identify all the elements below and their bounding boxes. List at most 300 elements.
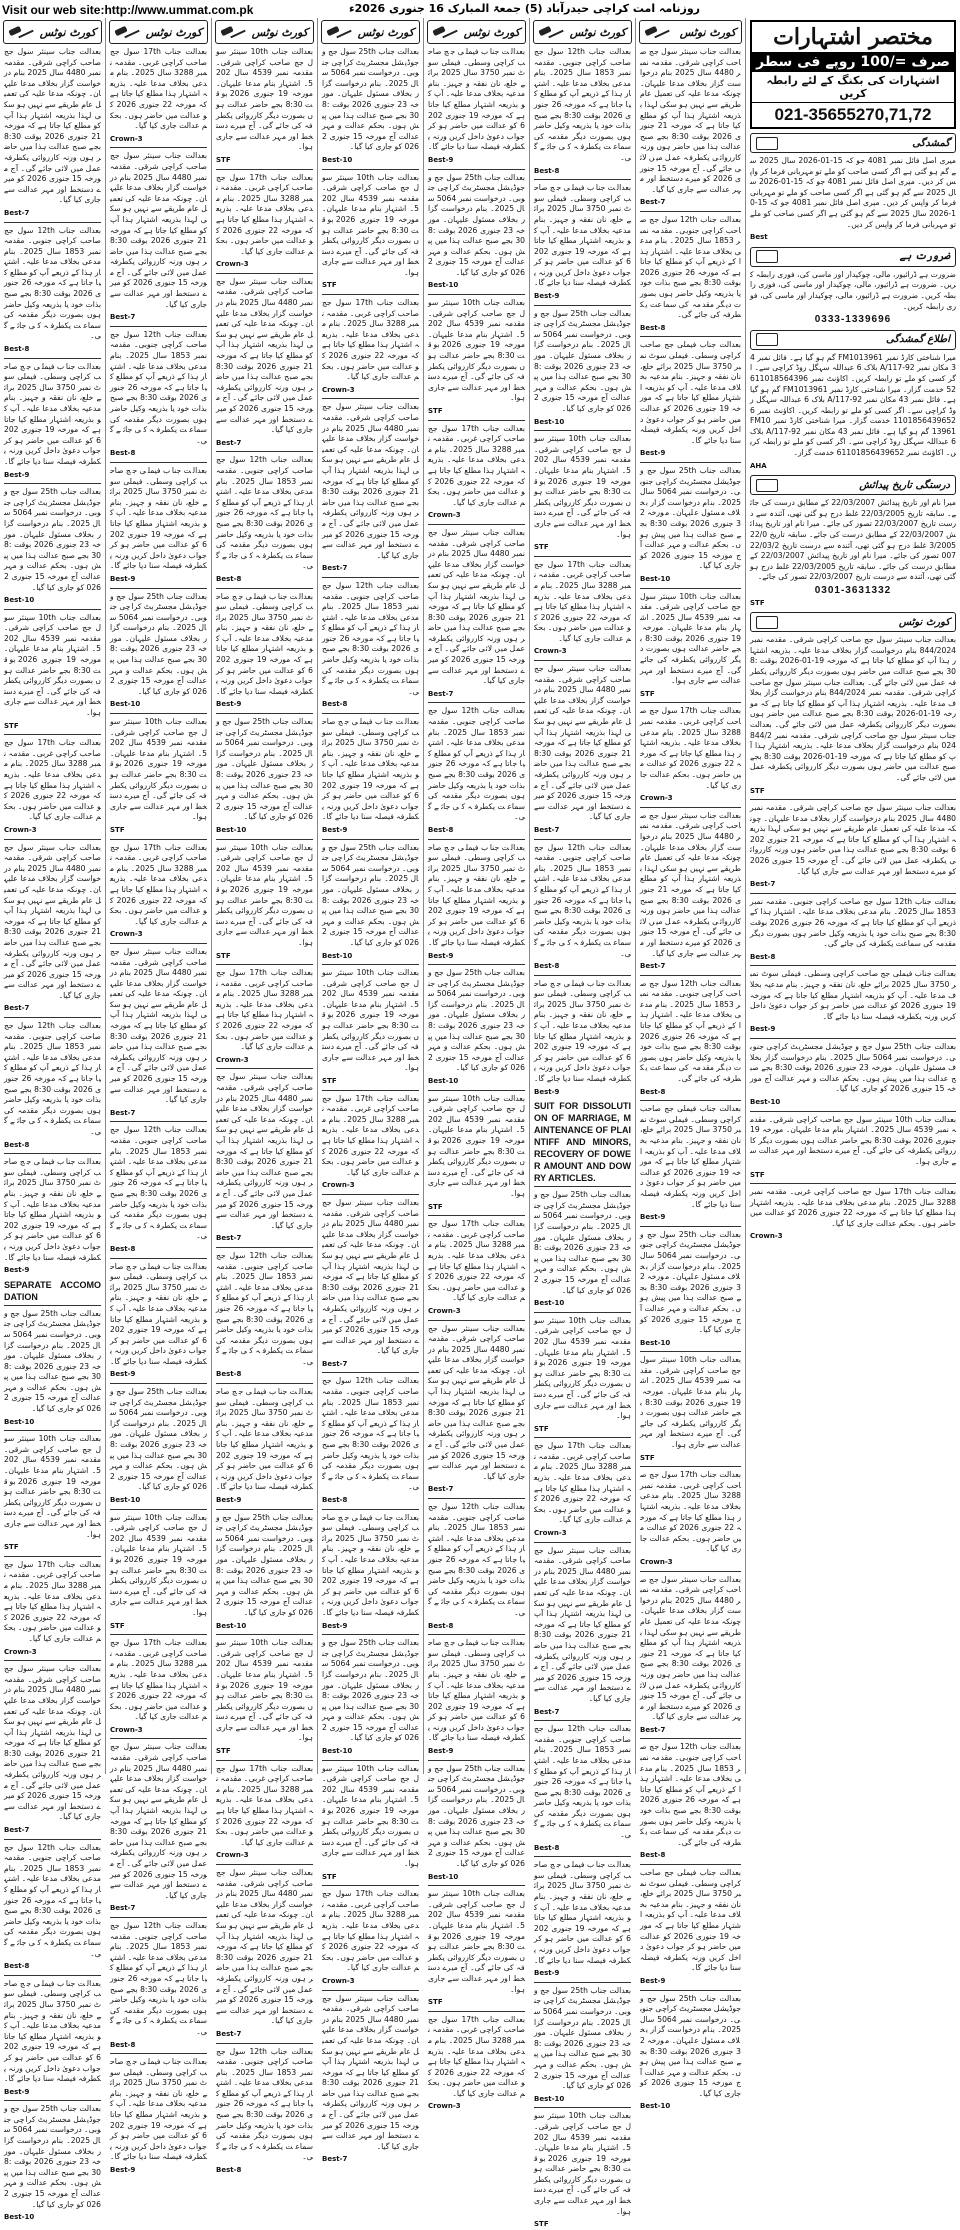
ad-tag: Best-8 (428, 1621, 454, 1630)
notice-divider (322, 1090, 419, 1091)
notice-text: بعدالت جناب 25th سول جج و جوڈیشل مجسٹریٹ کراچی جنوبی۔ درخواست نمبر 5064 سال 2025۔ بنام درخواست گزار بخلاف مسئول علیہان۔ مورخہ 23 جنوری 2026 بوقت 8:30 بجے صبح عدالت ہذا میں پیش ہوں۔ بحکم عدالت و مہر عدالت آج مورخہ 15 جنوری 2026 کو جاری کیا گیا۔ (4, 487, 102, 592)
ad-tag: Best-7 (534, 1707, 560, 1716)
notice-divider (322, 294, 419, 295)
ad-tag: Crown-3 (534, 647, 567, 656)
notice-text: بعدالت جناب فیملی جج صاحب کراچی وسطی۔ فیملی سوٹ نمبر 3750 سال 2025 برائے خلع، نان نفقہ و جہیز۔ بنام مدعیہ بخلاف مدعا علیہ۔ آپ کو بذریعہ اشتہار مطلع کیا جاتا ہے کہ مورخہ 19 جنوری 2026 کو عدالت میں حاضر ہو کر جواب دعویٰ داخل کریں ورنہ یکطرفہ فیصلہ سنا دیا جائے گا۔ (428, 1638, 525, 1743)
section-icon (756, 616, 778, 629)
notice-text: بعدالت جناب سینئر سول جج صاحب کراچی شرقی۔ مقدمہ نمبر 4480 سال 2025 بنام درخواست گزار بخلاف مدعا علیہان۔ چونکہ مدعا علیہ کی تعمیل عام طریقے سے نہیں ہو سکی لہذا بذریعہ اشتہار ہذا آپ کو مطلع کیا جاتا ہے کہ مورخہ 21 جنوری 2026 بوقت 8:30 بجے صبح عدالت ہذا میں حاضر ہوں ورنہ کارروائی یکطرفہ عمل میں لائی جائے گی۔ آج مورخہ 15 جنوری 2026 کو میرے دستخط اور مہر عدالت سے جاری کیا گیا۔ (4, 47, 101, 205)
ad-tag: Best-9 (4, 470, 30, 479)
notice-text: بعدالت جناب 25th سول جج و جوڈیشل مجسٹریٹ کراچی جنوبی۔ درخواست نمبر 5064 سال 2025۔ بنام درخواست گزار بخلاف مسئول علیہان۔ مورخہ 23 جنوری 2026 بوقت 8:30 بجے صبح عدالت ہذا میں پیش ہوں۔ بحکم عدالت و مہر عدالت آج مورخہ 15 جنوری 2026 کو جاری کیا گیا۔ (428, 172, 526, 277)
notice-divider (4, 734, 101, 735)
notice-divider (4, 1305, 101, 1306)
notice-divider (534, 1720, 631, 1721)
notice-text: بعدالت جناب 12th سول جج صاحب کراچی جنوبی۔ مقدمہ نمبر 1853 سال 2025۔ بنام مدعی بخلاف مدعا علیہ۔ اشتہار ہذا کے ذریعے آپ کو مطلع کیا جاتا ہے کہ مورخہ 26 جنوری 2026 بوقت 8:30 بجے صبح بذات خود یا بذریعہ وکیل حاضر ہوں بصورت دیگر مقدمہ کی سماعت یکطرفہ کی جائے گی۔ (4, 1842, 102, 1958)
notice-text: بعدالت جناب سینئر سول جج صاحب کراچی شرقی۔ مقدمہ نمبر 4480 سال 2025 بنام درخواست گزار بخلاف مدعا علیہان۔ چونکہ مدعا علیہ کی تعمیل عام طریقے سے نہیں ہو سکی لہذا بذریعہ اشتہار ہذا آپ کو مطلع کیا جاتا ہے کہ مورخہ 21 جنوری 2026 بوقت 8:30 بجے صبح عدالت ہذا میں حاضر ہوں ورنہ کارروائی یکطرفہ عمل میں لائی جائے گی۔ آج مورخہ 15 جنوری 2026 کو میرے دستخط اور مہر عدالت سے جاری کیا گیا۔ (640, 1574, 742, 1722)
ad-tag: STF (322, 1077, 337, 1086)
dateline: روزنامہ امت کراچی حیدرآباد (5) جمعۃ المبارک 16 جنوری 2026ء (348, 2, 700, 15)
ad-tag: STF (322, 281, 337, 290)
ad-tag: Best-9 (110, 2166, 136, 2175)
notice-text: بعدالت جناب 12th سول جج صاحب کراچی جنوبی۔ مقدمہ نمبر 1853 سال 2025۔ بنام مدعی بخلاف مدعا علیہ۔ اشتہار ہذا کے ذریعے آپ کو مطلع کیا جاتا ہے کہ مورخہ 26 جنوری 2026 بوقت 8:30 بجے صبح بذات خود یا بذریعہ وکیل حاضر ہوں بصورت دیگر مقدمہ کی سماعت یکطرفہ کی جائے گی۔ (750, 896, 957, 949)
ad-tag: Best-10 (322, 951, 353, 960)
ad-tag: Best-7 (4, 1004, 30, 1013)
notice-divider (428, 420, 525, 421)
notice-text: بعدالت جناب سینئر سول جج صاحب کراچی شرقی۔ مقدمہ نمبر 4480 سال 2025 بنام درخواست گزار بخلاف مدعا علیہان۔ چونکہ مدعا علیہ کی تعمیل عام طریقے سے نہیں ہو سکی لہذا بذریعہ اشتہار ہذا آپ کو مطلع کیا جاتا ہے کہ مورخہ 21 جنوری 2026 بوقت 8:30 بجے صبح عدالت ہذا میں حاضر ہوں ورنہ کارروائی یکطرفہ عمل میں لائی جائے گی۔ آج مورخہ 15 جنوری 2026 کو میرے دستخط اور مہر عدالت سے جاری کیا گیا۔ (640, 810, 742, 958)
ad-tag: Crown-3 (216, 1055, 249, 1064)
notice-divider (4, 609, 101, 610)
notice-divider (640, 336, 741, 337)
notice-text: بعدالت جناب فیملی جج صاحب کراچی وسطی۔ فیملی سوٹ نمبر 3750 سال 2025 برائے خلع، نان نفقہ و جہیز۔ بنام مدعیہ بخلاف مدعا علیہ۔ آپ کو بذریعہ اشتہار مطلع کیا جاتا ہے کہ مورخہ 19 جنوری 2026 کو عدالت میں حاضر ہو کر جواب دعویٰ داخل کریں ورنہ یکطرفہ فیصلہ سنا دیا جائے گا۔ (750, 969, 957, 1021)
ad-tag: Best-8 (322, 1496, 348, 1504)
ad-tag: Best-9 (216, 1496, 242, 1504)
notice-text: بعدالت جناب 25th سول جج و جوڈیشل مجسٹریٹ کراچی جنوبی۔ درخواست نمبر 5064 سال 2025۔ بنام درخواست گزار بخلاف مسئول علیہان۔ مورخہ 23 جنوری 2026 بوقت 8:30 بجے صبح عدالت ہذا میں پیش ہوں۔ بحکم عدالت و مہر عدالت آج مورخہ 15 جنوری 2026 کو جاری کیا گیا۔ (322, 842, 420, 947)
ad-tag: Best-9 (640, 449, 666, 458)
ad-tag: Best-9 (110, 574, 136, 583)
notice-text: بعدالت جناب 17th سول جج صاحب کراچی غربی۔ مقدمہ نمبر 3288 سال 2025۔ بنام مدعی بخلاف مدعا علیہ۔ بذریعہ اشتہار ہذا مطلع کیا جاتا ہے کہ مورخہ 22 جنوری 2026 کو عدالت میں حاضر ہوں۔ بحکم عدالت جاری کیا گیا۔ (322, 1889, 420, 1973)
ad-tag: STF (110, 1621, 125, 1630)
ad-tag: Best-9 (534, 292, 560, 301)
notice-divider (216, 1634, 313, 1635)
notice-text: بعدالت جناب سینئر سول جج صاحب کراچی شرقی۔ مقدمہ نمبر 4480 سال 2025 بنام درخواست گزار بخلاف مدعا علیہان۔ چونکہ مدعا علیہ کی تعمیل عام طریقے سے نہیں ہو سکی لہذا بذریعہ اشتہار ہذا آپ کو مطلع کیا جاتا ہے کہ مورخہ 21 جنوری 2026 بوقت 8:30 بجے صبح عدالت ہذا میں حاضر ہوں ورنہ کارروائی یکطرفہ عمل میں لائی جائے گی۔ آج مورخہ 15 جنوری 2026 کو میرے دستخط اور مہر عدالت سے جاری کیا گیا۔ (110, 151, 207, 309)
ad-tag: STF (322, 1872, 337, 1881)
notice-divider (4, 1556, 101, 1557)
notice-text: بعدالت جناب 10th سینئر سول جج صاحب کراچی شرقی۔ مقدمہ نمبر 4539 سال 2025۔ اشتہار بنام مدعا علیہان۔ مورخہ 19 جنوری 2026 بوقت 8:30 بجے حاضر عدالت ہوں بصورت دیگر کارروائی یکطرفہ کی جائے گی۔ آج میرے دستخط اور مہر عدالت سے جاری ہوا۔ (640, 591, 742, 686)
notice-text: بعدالت جناب 17th سول جج صاحب کراچی غربی۔ مقدمہ نمبر 3288 سال 2025۔ بنام مدعی بخلاف مدعا علیہ۔ بذریعہ اشتہار ہذا مطلع کیا جاتا ہے کہ مورخہ 22 جنوری 2026 کو عدالت میں حاضر ہوں۔ بحکم عدالت جاری کیا گیا۔ (4, 738, 102, 822)
ad-tag: Best-9 (428, 1747, 454, 1756)
notice-text: بعدالت جناب 12th سول جج صاحب کراچی جنوبی۔ مقدمہ نمبر 1853 سال 2025۔ بنام مدعی بخلاف مدعا علیہ۔ اشتہار ہذا کے ذریعے آپ کو مطلع کیا جاتا ہے کہ مورخہ 26 جنوری 2026 بوقت 8:30 بجے صبح بذات خود یا بذریعہ وکیل حاضر ہوں بصورت دیگر مقدمہ کی سماعت یکطرفہ کی جائے گی۔ (640, 1742, 742, 1847)
notice-text: بعدالت جناب فیملی جج صاحب کراچی وسطی۔ فیملی سوٹ نمبر 3750 سال 2025 برائے خلع، نان نفقہ و جہیز۔ بنام مدعیہ بخلاف مدعا علیہ۔ آپ کو بذریعہ اشتہار مطلع کیا جاتا ہے کہ مورخہ 19 جنوری 2026 کو عدالت میں حاضر ہو کر جواب دعویٰ داخل کریں ورنہ یکطرفہ فیصلہ سنا دیا جائے گا۔ (4, 1978, 101, 2084)
notice-column-6 (106, 18, 212, 2175)
ad-tag: Best-7 (322, 564, 348, 573)
notice-text: بعدالت جناب فیملی جج صاحب کراچی وسطی۔ فیملی سوٹ نمبر 3750 سال 2025 برائے خلع، نان نفقہ و جہیز۔ بنام مدعیہ بخلاف مدعا علیہ۔ آپ کو بذریعہ اشتہار مطلع کیا جاتا ہے کہ مورخہ 19 جنوری 2026 کو عدالت میں حاضر ہو کر جواب دعویٰ داخل کریں ورنہ یکطرفہ فیصلہ سنا دیا جائے گا۔ (322, 1512, 419, 1617)
ad-tag: Crown-3 (534, 1529, 567, 1538)
notice-divider (640, 211, 741, 212)
ad-tag: Best-7 (216, 438, 242, 447)
notice-divider (750, 799, 956, 800)
notice-text: بعدالت جناب 10th سینئر سول جج صاحب کراچی شرقی۔ مقدمہ نمبر 4539 سال 2025۔ اشتہار بنام مدعا علیہان۔ مورخہ 19 جنوری 2026 بوقت 8:30 بجے حاضر عدالت ہوں بصورت دیگر کارروائی یکطرفہ کی جائے گی۔ آج میرے دستخط اور مہر عدالت سے جاری ہوا۔ (110, 717, 208, 822)
column-heading: کورٹ نوٹس (639, 20, 742, 44)
notice-text: بعدالت جناب 25th سول جج و جوڈیشل مجسٹریٹ کراچی جنوبی۔ درخواست نمبر 5064 سال 2025۔ بنام درخواست گزار بخلاف مسئول علیہان۔ مورخہ 23 جنوری 2026 بوقت 8:30 بجے صبح عدالت ہذا میں پیش ہوں۔ بحکم عدالت و مہر عدالت آج مورخہ 15 جنوری 2026 کو جاری کیا گیا۔ (534, 1985, 632, 2091)
notice-text: بعدالت جناب فیملی جج صاحب کراچی وسطی۔ فیملی سوٹ نمبر 3750 سال 2025 برائے خلع، نان نفقہ و جہیز۔ بنام مدعیہ بخلاف مدعا علیہ۔ آپ کو بذریعہ اشتہار مطلع کیا جاتا ہے کہ مورخہ 19 جنوری 2026 کو عدالت میں حاضر ہو کر جواب دعویٰ داخل کریں ورنہ یکطرفہ فیصلہ سنا دیا جائے گا۔ (322, 717, 419, 822)
gavel-icon (433, 25, 459, 39)
notice-text: بعدالت جناب 10th سینئر سول جج صاحب کراچی شرقی۔ مقدمہ نمبر 4539 سال 2025۔ اشتہار بنام مدعا علیہان۔ مورخہ 19 جنوری 2026 بوقت 8:30 بجے حاضر عدالت ہوں بصورت دیگر کارروائی یکطرفہ کی جائے گی۔ آج میرے دستخط اور مہر عدالت سے جاری ہوا۔ (428, 1889, 526, 1994)
website-url[interactable]: Visit our web site:http://www.ummat.com.pk (2, 3, 254, 17)
ad-tag: Best-9 (322, 1621, 348, 1630)
notice-text: بعدالت جناب 17th سول جج صاحب کراچی غربی۔ مقدمہ نمبر 3288 سال 2025۔ بنام مدعی بخلاف مدعا علیہ۔ بذریعہ اشتہار ہذا مطلع کیا جاتا ہے کہ مورخہ 22 جنوری 2026 کو عدالت میں حاضر ہوں۔ بحکم عدالت جاری کیا گیا۔ (322, 1093, 420, 1177)
ad-tag: Best-10 (428, 1872, 459, 1881)
ad-tag: Crown-3 (640, 794, 673, 803)
ad-tag: Crown-3 (216, 260, 249, 269)
section-icon (756, 479, 778, 492)
ad-tag: Crown-3 (216, 1851, 249, 1860)
notice-text: بعدالت جناب سینئر سول جج صاحب کراچی شرقی۔ مقدمہ نمبر 4480 سال 2025 بنام درخواست گزار بخلاف مدعا علیہان۔ چونکہ مدعا علیہ کی تعمیل عام طریقے سے نہیں ہو سکی لہذا بذریعہ اشتہار ہذا آپ کو مطلع کیا جاتا ہے کہ مورخہ 21 جنوری 2026 بوقت 8:30 بجے صبح عدالت ہذا میں حاضر ہوں ورنہ کارروائی یکطرفہ عمل میں لائی جائے گی۔ آج مورخہ 15 جنوری 2026 کو میرے دستخط اور مہر عدالت سے جاری کیا گیا۔ (216, 1868, 313, 2026)
ad-tag: Best-8 (4, 345, 30, 354)
ad-tag: Best-8 (110, 1244, 136, 1253)
section-phone: 0301-3631332 (814, 585, 892, 596)
ad-tag: Best-7 (4, 208, 30, 217)
notice-divider (750, 1183, 956, 1184)
notice-text: بعدالت جناب 12th سول جج صاحب کراچی جنوبی۔ مقدمہ نمبر 1853 سال 2025۔ بنام مدعی بخلاف مدعا علیہ۔ اشتہار ہذا کے ذریعے آپ کو مطلع کیا جاتا ہے کہ مورخہ 26 جنوری 2026 بوقت 8:30 بجے صبح بذات خود یا بذریعہ وکیل حاضر ہوں بصورت دیگر مقدمہ کی سماعت یکطرفہ کی جائے گی۔ (640, 214, 742, 320)
notice-divider (110, 462, 207, 463)
ad-tag: STF (534, 2220, 549, 2229)
ad-tag: Best-7 (640, 962, 666, 971)
notice-divider (4, 222, 101, 223)
section-text: ضرورت ہے ڈرائیور، مالی، چوکیدار اور ماسی کی، فوری رابطہ کریں۔ ضرورت ہے ڈرائیور، مالی، چوکیدار اور ماسی کی، فوری رابطہ کریں۔ ضرورت ہے ڈرائیور، مالی، چوکیدار اور ماسی کی، فوری رابطہ کریں۔ (750, 269, 956, 311)
ad-tag: Best-8 (216, 574, 242, 583)
notice-text: بعدالت جناب 12th سول جج صاحب کراچی جنوبی۔ مقدمہ نمبر 1853 سال 2025۔ بنام مدعی بخلاف مدعا علیہ۔ اشتہار ہذا کے ذریعے آپ کو مطلع کیا جاتا ہے کہ مورخہ 26 جنوری 2026 بوقت 8:30 بجے صبح بذات خود یا بذریعہ وکیل حاضر ہوں بصورت دیگر مقدمہ کی سماعت یکطرفہ کی جائے گی۔ (110, 1920, 208, 2036)
column-heading: کورٹ نوٹس (3, 20, 102, 44)
ad-tag: Best-10 (428, 281, 459, 290)
notice-text: بعدالت جناب سینئر سول جج صاحب کراچی شرقی۔ مقدمہ نمبر 4480 سال 2025 بنام درخواست گزار بخلاف مدعا علیہان۔ چونکہ مدعا علیہ کی تعمیل عام طریقے سے نہیں ہو سکی لہذا بذریعہ اشتہار ہذا آپ کو مطلع کیا جاتا ہے کہ مورخہ 21 جنوری 2026 بوقت 8:30 بجے صبح عدالت ہذا میں حاضر ہوں ورنہ کارروائی یکطرفہ عمل میں لائی جائے گی۔ آج مورخہ 15 جنوری 2026 کو میرے دستخط اور مہر عدالت سے جاری کیا گیا۔ (534, 1545, 631, 1703)
notice-divider (110, 1509, 207, 1510)
ad-tag: Best-8 (534, 166, 560, 175)
notice-divider (110, 2053, 207, 2054)
ad-tag: Best-9 (216, 700, 242, 709)
notice-divider (4, 1839, 101, 1840)
notice-divider (534, 1982, 631, 1983)
section-heading (750, 133, 956, 153)
notice-text: بعدالت جناب سینئر سول جج صاحب کراچی شرقی۔ مقدمہ نمبر 4480 سال 2025 بنام درخواست گزار بخلاف مدعا علیہان۔ چونکہ مدعا علیہ کی تعمیل عام طریقے سے نہیں ہو سکی لہذا بذریعہ اشتہار ہذا آپ کو مطلع کیا جاتا ہے کہ مورخہ 21 جنوری 2026 بوقت 8:30 بجے صبح عدالت ہذا میں حاضر ہوں ورنہ کارروائی یکطرفہ عمل میں لائی جائے گی۔ آج مورخہ 15 جنوری 2026 کو میرے دستخط اور مہر عدالت سے جاری کیا گیا۔ (322, 1197, 419, 1356)
notice-divider (428, 1885, 525, 1886)
ad-tag: Best-7 (750, 880, 776, 889)
ad-tag: Best-7 (216, 2029, 242, 2038)
notice-divider (4, 1975, 101, 1976)
notice-divider (640, 1466, 741, 1467)
notice-text: بعدالت جناب فیملی جج صاحب کراچی وسطی۔ فیملی سوٹ نمبر 3750 سال 2025 برائے خلع، نان نفقہ و جہیز۔ بنام مدعیہ بخلاف مدعا علیہ۔ آپ کو بذریعہ اشتہار مطلع کیا جاتا ہے کہ مورخہ 19 جنوری 2026 کو عدالت میں حاضر ہو کر جواب دعویٰ داخل کریں ورنہ یکطرفہ فیصلہ سنا دیا جائے گا۔ (640, 1868, 742, 1973)
ad-tag: Crown-3 (4, 825, 37, 834)
section-heading (750, 612, 956, 632)
notices-body (212, 47, 317, 2176)
ad-tag: Best (750, 233, 768, 242)
column-heading: کورٹ نوٹس (427, 20, 526, 44)
ad-tag: Best-7 (428, 1485, 454, 1494)
section-icon (756, 250, 778, 263)
notice-text: بعدالت جناب 12th سول جج صاحب کراچی جنوبی۔ مقدمہ نمبر 1853 سال 2025۔ بنام مدعی بخلاف مدعا علیہ۔ اشتہار ہذا کے ذریعے آپ کو مطلع کیا جاتا ہے کہ مورخہ 26 جنوری 2026 بوقت 8:30 بجے صبح بذات خود یا بذریعہ وکیل حاضر ہوں بصورت دیگر مقدمہ کی سماعت یکطرفہ کی جائے گی۔ (216, 1250, 314, 1366)
section-body (746, 156, 960, 243)
ads-banner (750, 20, 956, 129)
notice-divider (640, 1864, 741, 1865)
ad-tag: Best-7 (110, 1108, 136, 1117)
notice-divider (640, 975, 741, 976)
notice-text: بعدالت جناب 10th سینئر سول جج صاحب کراچی شرقی۔ مقدمہ نمبر 4539 سال 2025۔ اشتہار بنام مدعا علیہان۔ مورخہ 19 جنوری 2026 بوقت 8:30 بجے حاضر عدالت ہوں بصورت دیگر کارروائی یکطرفہ کی جائے گی۔ آج میرے دستخط اور مہر عدالت سے جاری ہوا۔ (750, 1114, 957, 1166)
notice-text: بعدالت جناب 12th سول جج صاحب کراچی جنوبی۔ مقدمہ نمبر 1853 سال 2025۔ بنام مدعی بخلاف مدعا علیہ۔ اشتہار ہذا کے ذریعے آپ کو مطلع کیا جاتا ہے کہ مورخہ 26 جنوری 2026 بوقت 8:30 بجے صبح بذات خود یا بذریعہ وکیل حاضر ہوں بصورت دیگر مقدمہ کی سماعت یکطرفہ کی جائے گی۔ (110, 329, 208, 445)
notice-text: بعدالت جناب فیملی جج صاحب کراچی وسطی۔ فیملی سوٹ نمبر 3750 سال 2025 برائے خلع، نان نفقہ و جہیز۔ بنام مدعیہ بخلاف مدعا علیہ۔ آپ کو بذریعہ اشتہار مطلع کیا جاتا ہے کہ مورخہ 19 جنوری 2026 کو عدالت میں حاضر ہو کر جواب دعویٰ داخل کریں ورنہ یکطرفہ فیصلہ سنا دیا جائے گا۔ (640, 1104, 742, 1209)
notice-divider (110, 1634, 207, 1635)
notice-divider (110, 839, 207, 840)
notice-divider (640, 1990, 741, 1991)
notice-text: بعدالت جناب 17th سول جج صاحب کراچی غربی۔ مقدمہ نمبر 3288 سال 2025۔ بنام مدعی بخلاف مدعا علیہ۔ بذریعہ اشتہار ہذا مطلع کیا جاتا ہے کہ مورخہ 22 جنوری 2026 کو عدالت میں حاضر ہوں۔ بحکم عدالت جاری کیا گیا۔ (428, 2014, 526, 2098)
notice-divider (534, 556, 631, 557)
notice-text: بعدالت جناب 10th سینئر سول جج صاحب کراچی شرقی۔ مقدمہ نمبر 4539 سال 2025۔ اشتہار بنام مدعا علیہان۔ مورخہ 19 جنوری 2026 بوقت 8:30 بجے حاضر عدالت ہوں بصورت دیگر کارروائی یکطرفہ کی جائے گی۔ آج میرے دستخط اور مہر عدالت سے جاری ہوا۔ (640, 1355, 742, 1450)
notice-text: بعدالت جناب 10th سینئر سول جج صاحب کراچی شرقی۔ مقدمہ نمبر 4539 سال 2025۔ اشتہار بنام مدعا علیہان۔ مورخہ 19 جنوری 2026 بوقت 8:30 بجے حاضر عدالت ہوں بصورت دیگر کارروائی یکطرفہ کی جائے گی۔ آج میرے دستخط اور مہر عدالت سے جاری ہوا۔ (4, 1434, 102, 1539)
notice-divider (322, 839, 419, 840)
notice-divider (534, 839, 631, 840)
notice-divider (4, 483, 101, 484)
notice-text: بعدالت جناب سینئر سول جج صاحب کراچی شرقی۔ مقدمہ نمبر 4480 سال 2025 بنام درخواست گزار بخلاف مدعا علیہان۔ چونکہ مدعا علیہ کی تعمیل عام طریقے سے نہیں ہو سکی لہذا بذریعہ اشتہار ہذا آپ کو مطلع کیا جاتا ہے کہ مورخہ 21 جنوری 2026 بوقت 8:30 بجے صبح عدالت ہذا میں حاضر ہوں ورنہ کارروائی یکطرفہ عمل میں لائی جائے گی۔ آج مورخہ 15 جنوری 2026 کو میرے دستخط اور مہر عدالت سے جاری کیا گیا۔ (750, 803, 956, 876)
notice-text: بعدالت جناب 25th سول جج و جوڈیشل مجسٹریٹ کراچی جنوبی۔ درخواست نمبر 5064 سال 2025۔ بنام درخواست گزار بخلاف مسئول علیہان۔ مورخہ 23 جنوری 2026 بوقت 8:30 بجے صبح عدالت ہذا میں پیش ہوں۔ بحکم عدالت و مہر عدالت آج مورخہ 15 جنوری 2026 کو جاری کیا گیا۔ (534, 1190, 632, 1295)
ad-tag: Best-9 (110, 1370, 136, 1379)
notice-divider (534, 1437, 631, 1438)
notices-body (424, 47, 529, 2112)
ad-tag: Crown-3 (750, 1232, 783, 1241)
ad-tag: Best-7 (216, 1234, 242, 1243)
ad-tag: Best-9 (428, 951, 454, 960)
english-notice: SUIT FOR DISSOLUTION OF MARRIAGE, MAINTENANCE OF PLAINTIFF AND MINORS, RECOVERY OF DOWER AMOUNT AND DOWRY ARTICLES. (534, 1101, 632, 1184)
notice-text: بعدالت جناب 25th سول جج و جوڈیشل مجسٹریٹ کراچی جنوبی۔ درخواست نمبر 5064 سال 2025۔ بنام درخواست گزار بخلاف مسئول علیہان۔ مورخہ 23 جنوری 2026 بوقت 8:30 بجے صبح عدالت ہذا میں پیش ہوں۔ بحکم عدالت و مہر عدالت آج مورخہ 15 جنوری 2026 کو جاری کیا گیا۔ (640, 1993, 742, 2098)
ad-tag: Best-10 (640, 574, 671, 583)
ad-tag: Best-9 (534, 1969, 560, 1978)
ad-tag: Best-7 (110, 313, 136, 322)
notice-divider (640, 462, 741, 463)
notice-text: بعدالت جناب 25th سول جج و جوڈیشل مجسٹریٹ کراچی جنوبی۔ درخواست نمبر 5064 سال 2025۔ بنام درخواست گزار بخلاف مسئول علیہان۔ مورخہ 23 جنوری 2026 بوقت 8:30 بجے صبح عدالت ہذا میں پیش ہوں۔ بحکم عدالت و مہر عدالت آج مورخہ 15 جنوری 2026 کو جاری کیا گیا۔ (640, 465, 742, 571)
ad-tag: Crown-3 (110, 134, 143, 143)
classifieds-column (746, 18, 960, 1774)
notice-divider (110, 1383, 207, 1384)
right-sections (746, 133, 960, 1242)
notice-column-1 (636, 18, 746, 2111)
notice-text: بعدالت جناب فیملی جج صاحب کراچی وسطی۔ فیملی سوٹ نمبر 3750 سال 2025 برائے خلع، نان نفقہ و جہیز۔ بنام مدعیہ بخلاف مدعا علیہ۔ آپ کو بذریعہ اشتہار مطلع کیا جاتا ہے کہ مورخہ 19 جنوری 2026 کو عدالت میں حاضر ہو کر جواب دعویٰ داخل کریں ورنہ یکطرفہ فیصلہ سنا دیا جائے گا۔ (640, 340, 742, 445)
notice-text: بعدالت جناب سینئر سول جج صاحب کراچی شرقی۔ مقدمہ نمبر 4480 سال 2025 بنام درخواست گزار بخلاف مدعا علیہان۔ چونکہ مدعا علیہ کی تعمیل عام طریقے سے نہیں ہو سکی لہذا بذریعہ اشتہار ہذا آپ کو مطلع کیا جاتا ہے کہ مورخہ 21 جنوری 2026 بوقت 8:30 بجے صبح عدالت ہذا میں حاضر ہوں ورنہ کارروائی یکطرفہ عمل میں لائی جائے گی۔ آج مورخہ 15 جنوری 2026 کو میرے دستخط اور مہر عدالت سے جاری کیا گیا۔ (322, 1993, 419, 2151)
ad-tag: Crown-3 (428, 1306, 461, 1315)
section-title: اطلاع گمشدگی (886, 334, 950, 346)
notice-divider (640, 1351, 741, 1352)
notice-text: بعدالت جناب سینئر سول جج صاحب کراچی شرقی۔ مقدمہ نمبر 4480 سال 2025 بنام درخواست گزار بخلاف مدعا علیہان۔ چونکہ مدعا علیہ کی تعمیل عام طریقے سے نہیں ہو سکی لہذا بذریعہ اشتہار ہذا آپ کو مطلع کیا جاتا ہے کہ مورخہ 21 جنوری 2026 بوقت 8:30 بجے صبح عدالت ہذا میں حاضر ہوں ورنہ کارروائی یکطرفہ عمل میں لائی جائے گی۔ آج مورخہ 15 جنوری 2026 کو میرے دستخط اور مہر عدالت سے جاری کیا گیا۔ (640, 47, 742, 194)
ad-tag: STF (4, 1543, 19, 1552)
gavel-icon (221, 25, 247, 39)
notice-text: بعدالت جناب 25th سول جج و جوڈیشل مجسٹریٹ کراچی جنوبی۔ درخواست نمبر 5064 سال 2025۔ بنام درخواست گزار بخلاف مسئول علیہان۔ مورخہ 23 جنوری 2026 بوقت 8:30 بجے صبح عدالت ہذا میں پیش ہوں۔ بحکم عدالت و مہر عدالت آج مورخہ 15 جنوری 2026 کو جاری کیا گیا۔ (428, 1763, 526, 1868)
notice-text: بعدالت جناب 17th سول جج صاحب کراچی غربی۔ مقدمہ نمبر 3288 سال 2025۔ بنام مدعی بخلاف مدعا علیہ۔ بذریعہ اشتہار ہذا مطلع کیا جاتا ہے کہ مورخہ 22 جنوری 2026 کو عدالت میں حاضر ہوں۔ بحکم عدالت جاری کیا گیا۔ (216, 172, 314, 256)
notice-divider (428, 1090, 525, 1091)
notice-divider (4, 1430, 101, 1431)
notice-divider (4, 839, 101, 840)
column-heading: کورٹ نوٹس (215, 20, 314, 44)
notice-divider (216, 588, 313, 589)
ad-tag: Best-10 (4, 1417, 35, 1426)
ad-tag: STF (534, 1424, 549, 1433)
notice-divider (322, 1990, 419, 1991)
notice-text: بعدالت جناب 10th سینئر سول جج صاحب کراچی شرقی۔ مقدمہ نمبر 4539 سال 2025۔ اشتہار بنام مدعا علیہان۔ مورخہ 19 جنوری 2026 بوقت 8:30 بجے حاضر عدالت ہوں بصورت دیگر کارروائی یکطرفہ کی جائے گی۔ آج میرے دستخط اور مہر عدالت سے جاری ہوا۔ (216, 1638, 314, 1743)
section-phone: 0333-1339696 (814, 314, 892, 326)
notice-divider (216, 1760, 313, 1761)
notice-divider (428, 702, 525, 703)
notice-text: بعدالت جناب سینئر سول جج صاحب کراچی شرقی۔ مقدمہ نمبر 4480 سال 2025 بنام درخواست گزار بخلاف مدعا علیہان۔ چونکہ مدعا علیہ کی تعمیل عام طریقے سے نہیں ہو سکی لہذا بذریعہ اشتہار ہذا آپ کو مطلع کیا جاتا ہے کہ مورخہ 21 جنوری 2026 بوقت 8:30 بجے صبح عدالت ہذا میں حاضر ہوں ورنہ کارروائی یکطرفہ عمل میں لائی جائے گی۔ آج مورخہ 15 جنوری 2026 کو میرے دستخط اور مہر عدالت سے جاری کیا گیا۔ (428, 1323, 525, 1481)
notice-text: بعدالت جناب 17th سول جج صاحب کراچی غربی۔ مقدمہ نمبر 3288 سال 2025۔ بنام مدعی بخلاف مدعا علیہ۔ بذریعہ اشتہار ہذا مطلع کیا جاتا ہے کہ مورخہ 22 جنوری 2026 کو عدالت میں حاضر ہوں۔ بحکم عدالت جاری کیا گیا۔ (322, 298, 420, 382)
ad-tag: Best-9 (322, 825, 348, 834)
notice-column-2 (530, 18, 636, 2229)
ad-tag: STF (428, 407, 443, 415)
ad-tag: STF (216, 155, 231, 164)
ad-tag: STF (534, 543, 549, 552)
notice-text: بعدالت جناب 12th سول جج صاحب کراچی جنوبی۔ مقدمہ نمبر 1853 سال 2025۔ بنام مدعی بخلاف مدعا علیہ۔ اشتہار ہذا کے ذریعے آپ کو مطلع کیا جاتا ہے کہ مورخہ 26 جنوری 2026 بوقت 8:30 بجے صبح بذات خود یا بذریعہ وکیل حاضر ہوں بصورت دیگر مقدمہ کی سماعت یکطرفہ کی جائے گی۔ (534, 47, 632, 162)
ad-tag: Best-8 (428, 825, 454, 834)
notice-text: بعدالت جناب سینئر سول جج صاحب کراچی شرقی۔ مقدمہ نمبر 4480 سال 2025 بنام درخواست گزار بخلاف مدعا علیہان۔ چونکہ مدعا علیہ کی تعمیل عام طریقے سے نہیں ہو سکی لہذا بذریعہ اشتہار ہذا آپ کو مطلع کیا جاتا ہے کہ مورخہ 21 جنوری 2026 بوقت 8:30 بجے صبح عدالت ہذا میں حاضر ہوں ورنہ کارروائی یکطرفہ عمل میں لائی جائے گی۔ آج مورخہ 15 جنوری 2026 کو میرے دستخط اور مہر عدالت سے جاری کیا گیا۔ (110, 946, 207, 1105)
notice-divider (534, 660, 631, 661)
notice-column-7 (0, 18, 106, 2222)
ad-tag: Best-7 (640, 198, 666, 207)
notice-text: بعدالت جناب 17th سول جج صاحب کراچی غربی۔ مقدمہ نمبر 3288 سال 2025۔ بنام مدعی بخلاف مدعا علیہ۔ بذریعہ اشتہار ہذا مطلع کیا جاتا ہے کہ مورخہ 22 جنوری 2026 کو عدالت میں حاضر ہوں۔ بحکم عدالت جاری کیا گیا۔ (216, 1763, 314, 1847)
notice-text: بعدالت جناب 10th سینئر سول جج صاحب کراچی شرقی۔ مقدمہ نمبر 4539 سال 2025۔ اشتہار بنام مدعا علیہان۔ مورخہ 19 جنوری 2026 بوقت 8:30 بجے حاضر عدالت ہوں بصورت دیگر کارروائی یکطرفہ کی جائے گی۔ آج میرے دستخط اور مہر عدالت سے جاری ہوا۔ (534, 1315, 632, 1421)
ad-tag: Best-9 (4, 2087, 30, 2096)
notice-text: بعدالت جناب 12th سول جج صاحب کراچی جنوبی۔ مقدمہ نمبر 1853 سال 2025۔ بنام مدعی بخلاف مدعا علیہ۔ اشتہار ہذا کے ذریعے آپ کو مطلع کیا جاتا ہے کہ مورخہ 26 جنوری 2026 بوقت 8:30 بجے صبح بذات خود یا بذریعہ وکیل حاضر ہوں بصورت دیگر مقدمہ کی سماعت یکطرفہ کی جائے گی۔ (640, 978, 742, 1084)
notice-text: بعدالت جناب 25th سول جج و جوڈیشل مجسٹریٹ کراچی جنوبی۔ درخواست نمبر 5064 سال 2025۔ بنام درخواست گزار بخلاف مسئول علیہان۔ مورخہ 23 جنوری 2026 بوقت 8:30 بجے صبح عدالت ہذا میں پیش ہوں۔ بحکم عدالت و مہر عدالت آج مورخہ 15 جنوری 2026 کو جاری کیا گیا۔ (4, 2104, 102, 2209)
notice-text: بعدالت جناب فیملی جج صاحب کراچی وسطی۔ فیملی سوٹ نمبر 3750 سال 2025 برائے خلع، نان نفقہ و جہیز۔ بنام مدعیہ بخلاف مدعا علیہ۔ آپ کو بذریعہ اشتہار مطلع کیا جاتا ہے کہ مورخہ 19 جنوری 2026 کو عدالت میں حاضر ہو کر جواب دعویٰ داخل کریں ورنہ یکطرفہ فیصلہ سنا دیا جائے گا۔ (4, 1157, 101, 1262)
ad-tag: STF (216, 1747, 231, 1756)
notice-text: بعدالت جناب سینئر سول جج صاحب کراچی شرقی۔ مقدمہ نمبر 4480 سال 2025 بنام درخواست گزار بخلاف مدعا علیہان۔ چونکہ مدعا علیہ کی تعمیل عام طریقے سے نہیں ہو سکی لہذا بذریعہ اشتہار ہذا آپ کو مطلع کیا جاتا ہے کہ مورخہ 21 جنوری 2026 بوقت 8:30 بجے صبح عدالت ہذا میں حاضر ہوں ورنہ کارروائی یکطرفہ عمل میں لائی جائے گی۔ آج مورخہ 15 جنوری 2026 کو میرے دستخط اور مہر عدالت سے جاری کیا گیا۔ (4, 1664, 101, 1822)
ad-tag: Best-8 (534, 962, 560, 971)
ad-tag: Crown-3 (4, 1647, 37, 1656)
ad-tag: STF (640, 1453, 655, 1462)
notice-divider (216, 1864, 313, 1865)
notice-divider (110, 147, 207, 148)
section-body (746, 498, 960, 608)
notice-text: بعدالت جناب 25th سول جج و جوڈیشل مجسٹریٹ کراچی جنوبی۔ درخواست نمبر 5064 سال 2025۔ بنام درخواست گزار بخلاف مسئول علیہان۔ مورخہ 23 جنوری 2026 بوقت 8:30 بجے صبح عدالت ہذا میں پیش ہوں۔ بحکم عدالت و مہر عدالت آج مورخہ 15 جنوری 2026 کو جاری کیا گیا۔ (750, 1041, 957, 1094)
ad-tag: Best-9 (428, 155, 454, 164)
notice-text: بعدالت جناب سینئر سول جج صاحب کراچی شرقی۔ مقدمہ نمبر 4480 سال 2025 بنام درخواست گزار بخلاف مدعا علیہان۔ چونکہ مدعا علیہ کی تعمیل عام طریقے سے نہیں ہو سکی لہذا بذریعہ اشتہار ہذا آپ کو مطلع کیا جاتا ہے کہ مورخہ 21 جنوری 2026 بوقت 8:30 بجے صبح عدالت ہذا میں حاضر ہوں ورنہ کارروائی یکطرفہ عمل میں لائی جائے گی۔ آج مورخہ 15 جنوری 2026 کو میرے دستخط اور مہر عدالت سے جاری کیا گیا۔ (322, 402, 419, 560)
notices-body (106, 47, 211, 2176)
notices-body (318, 47, 423, 2165)
ad-tag: Best-10 (110, 700, 141, 709)
notice-divider (322, 1760, 419, 1761)
notice-divider (216, 1068, 313, 1069)
notice-divider (428, 1760, 525, 1761)
ad-tag: Best-7 (534, 825, 560, 834)
notice-column-3 (424, 18, 530, 2111)
ad-tag: Best-7 (110, 1904, 136, 1913)
notice-text: بعدالت جناب 12th سول جج صاحب کراچی جنوبی۔ مقدمہ نمبر 1853 سال 2025۔ بنام مدعی بخلاف مدعا علیہ۔ اشتہار ہذا کے ذریعے آپ کو مطلع کیا جاتا ہے کہ مورخہ 26 جنوری 2026 بوقت 8:30 بجے صبح بذات خود یا بذریعہ وکیل حاضر ہوں بصورت دیگر مقدمہ کی سماعت یکطرفہ کی جائے گی۔ (216, 2046, 314, 2162)
notice-divider (110, 713, 207, 714)
ad-tag: Best-8 (640, 1087, 666, 1096)
notice-divider (216, 1247, 313, 1248)
notice-text: بعدالت جناب 17th سول جج صاحب کراچی غربی۔ مقدمہ نمبر 3288 سال 2025۔ بنام مدعی بخلاف مدعا علیہ۔ بذریعہ اشتہار ہذا مطلع کیا جاتا ہے کہ مورخہ 22 جنوری 2026 کو عدالت میں حاضر ہوں۔ بحکم عدالت جاری کیا گیا۔ (110, 842, 208, 926)
ad-tag: Best-10 (534, 417, 565, 426)
notice-text: بعدالت جناب 12th سول جج صاحب کراچی جنوبی۔ مقدمہ نمبر 1853 سال 2025۔ بنام مدعی بخلاف مدعا علیہ۔ اشتہار ہذا کے ذریعے آپ کو مطلع کیا جاتا ہے کہ مورخہ 26 جنوری 2026 بوقت 8:30 بجے صبح بذات خود یا بذریعہ وکیل حاضر ہوں بصورت دیگر مقدمہ کی سماعت یکطرفہ کی جائے گی۔ (428, 706, 526, 822)
ad-tag: STF (750, 1170, 765, 1179)
notice-divider (110, 943, 207, 944)
section-heading (750, 475, 956, 495)
gavel-icon (9, 25, 35, 39)
notice-text: بعدالت جناب 25th سول جج و جوڈیشل مجسٹریٹ کراچی جنوبی۔ درخواست نمبر 5064 سال 2025۔ بنام درخواست گزار بخلاف مسئول علیہان۔ مورخہ 23 جنوری 2026 بوقت 8:30 بجے صبح عدالت ہذا میں پیش ہوں۔ بحکم عدالت و مہر عدالت آج مورخہ 15 جنوری 2026 کو جاری کیا گیا۔ (4, 1308, 102, 1414)
ad-tag: Best-8 (4, 1140, 30, 1149)
banner-phone: 021-35655270,71,72 (774, 105, 932, 124)
ad-tag: STF (428, 1998, 443, 2007)
ad-tag: Best-10 (534, 2094, 565, 2103)
notice-column-4 (318, 18, 424, 2164)
notice-divider (216, 169, 313, 170)
notice-divider (428, 169, 525, 170)
notice-divider (110, 588, 207, 589)
section-title: ضرورت ہے (899, 251, 950, 263)
ad-tag: Best-8 (110, 449, 136, 458)
notice-text: بعدالت جناب 12th سول جج صاحب کراچی جنوبی۔ مقدمہ نمبر 1853 سال 2025۔ بنام مدعی بخلاف مدعا علیہ۔ اشتہار ہذا کے ذریعے آپ کو مطلع کیا جاتا ہے کہ مورخہ 26 جنوری 2026 بوقت 8:30 بجے صبح بذات خود یا بذریعہ وکیل حاضر ہوں بصورت دیگر مقدمہ کی سماعت یکطرفہ کی جائے گی۔ (534, 1724, 632, 1840)
notice-text: بعدالت جناب فیملی جج صاحب کراچی وسطی۔ فیملی سوٹ نمبر 3750 سال 2025 برائے خلع، نان نفقہ و جہیز۔ بنام مدعیہ بخلاف مدعا علیہ۔ آپ کو بذریعہ اشتہار مطلع کیا جاتا ہے کہ مورخہ 19 جنوری 2026 کو عدالت میں حاضر ہو کر جواب دعویٰ داخل کریں ورنہ یکطرفہ فیصلہ سنا دیا جائے گا۔ (534, 1860, 631, 1965)
notice-divider (750, 965, 956, 966)
column-heading: کورٹ نوٹس (109, 20, 208, 44)
notice-divider (4, 1017, 101, 1018)
notice-text: بعدالت جناب سینئر سول جج صاحب کراچی شرقی۔ مقدمہ نمبر 4480 سال 2025 بنام درخواست گزار بخلاف مدعا علیہان۔ چونکہ مدعا علیہ کی تعمیل عام طریقے سے نہیں ہو سکی لہذا بذریعہ اشتہار ہذا آپ کو مطلع کیا جاتا ہے کہ مورخہ 21 جنوری 2026 بوقت 8:30 بجے صبح عدالت ہذا میں حاضر ہوں ورنہ کارروائی یکطرفہ عمل میں لائی جائے گی۔ آج مورخہ 15 جنوری 2026 کو میرے دستخط اور مہر عدالت سے جاری کیا گیا۔ (110, 1742, 207, 1900)
ad-tag: Best-10 (322, 1747, 353, 1756)
notice-text: بعدالت جناب 17th سول جج صاحب کراچی غربی۔ مقدمہ نمبر 3288 سال 2025۔ بنام مدعی بخلاف مدعا علیہ۔ بذریعہ اشتہار ہذا مطلع کیا جاتا ہے کہ مورخہ 22 جنوری 2026 کو عدالت میں حاضر ہوں۔ بحکم عدالت جاری کیا گیا۔ (534, 559, 632, 643)
column-heading: کورٹ نوٹس (321, 20, 420, 44)
ad-tag: Best-8 (216, 1370, 242, 1379)
ad-tag: Best-8 (750, 952, 776, 961)
notice-divider (640, 1738, 741, 1739)
ad-tag: Best-10 (110, 1496, 141, 1504)
section-text: میرا نام اور تاریخ پیدائش 22/03/2007 کے مطابق درست کی جائے۔ سابقہ تاریخ 22/03/2005 غلط درج ہو گئی تھی، آئندہ سے درست تاریخ 22/03/2007 تصور کی جائے۔ میرا نام اور تاریخ پیدائش 22/03/2007 کے مطابق درست کی جائے۔ سابقہ تاریخ 22/03/2005 غلط درج ہو گئی تھی، آئندہ سے درست تاریخ 22/03/2007 تصور کی جائے۔ میرا نام اور تاریخ پیدائش 22/03/2007 کے مطابق درست کی جائے۔ سابقہ تاریخ 22/03/2005 غلط درج ہو گئی تھی، آئندہ سے درست تاریخ 22/03/2007 تصور کی جائے۔ (750, 498, 956, 582)
notice-text: بعدالت جناب 10th سینئر سول جج صاحب کراچی شرقی۔ مقدمہ نمبر 4539 سال 2025۔ اشتہار بنام مدعا علیہان۔ مورخہ 19 جنوری 2026 بوقت 8:30 بجے حاضر عدالت ہوں بصورت دیگر کارروائی یکطرفہ کی جائے گی۔ آج میرے دستخط اور مہر عدالت سے جاری ہوا۔ (322, 172, 420, 277)
gavel-icon (539, 25, 565, 39)
notice-divider (534, 179, 631, 180)
section-title: کورٹ نوٹس (898, 616, 950, 628)
notice-text: بعدالت جناب 12th سول جج صاحب کراچی جنوبی۔ مقدمہ نمبر 1853 سال 2025۔ بنام مدعی بخلاف مدعا علیہ۔ اشتہار ہذا کے ذریعے آپ کو مطلع کیا جاتا ہے کہ مورخہ 26 جنوری 2026 بوقت 8:30 بجے صبح بذات خود یا بذریعہ وکیل حاضر ہوں بصورت دیگر مقدمہ کی سماعت یکطرفہ کی جائے گی۔ (110, 1125, 208, 1241)
notice-text: بعدالت جناب 12th سول جج صاحب کراچی جنوبی۔ مقدمہ نمبر 1853 سال 2025۔ بنام مدعی بخلاف مدعا علیہ۔ اشتہار ہذا کے ذریعے آپ کو مطلع کیا جاتا ہے کہ مورخہ 26 جنوری 2026 بوقت 8:30 بجے صبح بذات خود یا بذریعہ وکیل حاضر ہوں بصورت دیگر مقدمہ کی سماعت یکطرفہ کی جائے گی۔ (428, 1502, 526, 1617)
notice-text: بعدالت جناب سینئر سول جج صاحب کراچی شرقی۔ مقدمہ نمبر 4480 سال 2025 بنام درخواست گزار بخلاف مدعا علیہان۔ چونکہ مدعا علیہ کی تعمیل عام طریقے سے نہیں ہو سکی لہذا بذریعہ اشتہار ہذا آپ کو مطلع کیا جاتا ہے کہ مورخہ 21 جنوری 2026 بوقت 8:30 بجے صبح عدالت ہذا میں حاضر ہوں ورنہ کارروائی یکطرفہ عمل میں لائی جائے گی۔ آج مورخہ 15 جنوری 2026 کو میرے دستخط اور مہر عدالت سے جاری کیا گیا۔ (216, 276, 313, 435)
notice-divider (428, 1634, 525, 1635)
ad-tag: STF (4, 721, 19, 730)
section-heading (750, 330, 956, 350)
notice-text: بعدالت جناب 17th سول جج صاحب کراچی غربی۔ مقدمہ نمبر 3288 سال 2025۔ بنام مدعی بخلاف مدعا علیہ۔ بذریعہ اشتہار ہذا مطلع کیا جاتا ہے کہ مورخہ 22 جنوری 2026 کو عدالت میں حاضر ہوں۔ بحکم عدالت جاری کیا گیا۔ (640, 1470, 742, 1554)
notice-text: بعدالت جناب 25th سول جج و جوڈیشل مجسٹریٹ کراچی جنوبی۔ درخواست نمبر 5064 سال 2025۔ بنام درخواست گزار بخلاف مسئول علیہان۔ مورخہ 23 جنوری 2026 بوقت 8:30 بجے صبح عدالت ہذا میں پیش ہوں۔ بحکم عدالت و مہر عدالت آج مورخہ 15 جنوری 2026 کو جاری کیا گیا۔ (534, 308, 632, 413)
notice-text: بعدالت جناب فیملی جج صاحب کراچی وسطی۔ فیملی سوٹ نمبر 3750 سال 2025 برائے خلع، نان نفقہ و جہیز۔ بنام مدعیہ بخلاف مدعا علیہ۔ آپ کو بذریعہ اشتہار مطلع کیا جاتا ہے کہ مورخہ 19 جنوری 2026 کو عدالت میں حاضر ہو کر جواب دعویٰ داخل کریں ورنہ یکطرفہ فیصلہ سنا دیا جائے گا۔ (534, 978, 631, 1084)
section-body (746, 353, 960, 472)
notice-text: بعدالت جناب 12th سول جج صاحب کراچی جنوبی۔ مقدمہ نمبر 1853 سال 2025۔ بنام مدعی بخلاف مدعا علیہ۔ اشتہار ہذا کے ذریعے آپ کو مطلع کیا جاتا ہے کہ مورخہ 26 جنوری 2026 بوقت 8:30 بجے صبح بذات خود یا بذریعہ وکیل حاضر ہوں بصورت دیگر مقدمہ کی سماعت یکطرفہ کی جائے گی۔ (4, 1021, 102, 1136)
notice-divider (216, 273, 313, 274)
section-body (746, 270, 960, 326)
notice-divider (322, 1194, 419, 1195)
notice-divider (110, 326, 207, 327)
notice-text: بعدالت جناب 10th سینئر سول جج صاحب کراچی شرقی۔ مقدمہ نمبر 4539 سال 2025۔ اشتہار بنام مدعا علیہان۔ مورخہ 19 جنوری 2026 بوقت 8:30 بجے حاضر عدالت ہوں بصورت دیگر کارروائی یکطرفہ کی جائے گی۔ آج میرے دستخط اور مہر عدالت سے جاری ہوا۔ (110, 1512, 208, 1617)
section-title: درستگی تاریخ پیدائش (859, 479, 950, 491)
notice-divider (110, 1121, 207, 1122)
notice-divider (534, 1856, 631, 1857)
column-heading: کورٹ نوٹس (533, 20, 632, 44)
notice-text: بعدالت جناب 12th سول جج صاحب کراچی جنوبی۔ مقدمہ نمبر 1853 سال 2025۔ بنام مدعی بخلاف مدعا علیہ۔ اشتہار ہذا کے ذریعے آپ کو مطلع کیا جاتا ہے کہ مورخہ 26 جنوری 2026 بوقت 8:30 بجے صبح بذات خود یا بذریعہ وکیل حاضر ہوں بصورت دیگر مقدمہ کی سماعت یکطرفہ کی جائے گی۔ (216, 455, 314, 571)
ad-tag: Best-9 (640, 1976, 666, 1985)
ad-tag: Best-8 (640, 1851, 666, 1860)
notice-divider (640, 588, 741, 589)
ad-tag: Best-10 (4, 596, 35, 605)
notice-divider (534, 305, 631, 306)
ad-tag: Crown-3 (322, 385, 355, 394)
ad-tag: Best-8 (322, 700, 348, 709)
section-icon (756, 137, 778, 150)
ad-tag: Crown-3 (322, 1181, 355, 1190)
notice-divider (428, 524, 525, 525)
notice-text: بعدالت جناب 10th سینئر سول جج صاحب کراچی شرقی۔ مقدمہ نمبر 4539 سال 2025۔ اشتہار بنام مدعا علیہان۔ مورخہ 19 جنوری 2026 بوقت 8:30 بجے حاضر عدالت ہوں بصورت دیگر کارروائی یکطرفہ کی جائے گی۔ آج میرے دستخط اور مہر عدالت سے جاری ہوا۔ (4, 612, 102, 718)
notice-text: بعدالت جناب 17th سول جج صاحب کراچی غربی۔ مقدمہ نمبر 3288 سال 2025۔ بنام مدعی بخلاف مدعا علیہ۔ بذریعہ اشتہار ہذا مطلع کیا جاتا ہے کہ مورخہ 22 جنوری 2026 کو عدالت میں حاضر ہوں۔ بحکم عدالت جاری کیا گیا۔ (110, 47, 208, 131)
notice-divider (640, 1571, 741, 1572)
ad-tag: Best-7 (640, 1725, 666, 1734)
notice-text: بعدالت جناب 25th سول جج و جوڈیشل مجسٹریٹ کراچی جنوبی۔ درخواست نمبر 5064 سال 2025۔ بنام درخواست گزار بخلاف مسئول علیہان۔ مورخہ 23 جنوری 2026 بوقت 8:30 بجے صبح عدالت ہذا میں پیش ہوں۔ بحکم عدالت و مہر عدالت آج مورخہ 15 جنوری 2026 کو جاری کیا گیا۔ (640, 1229, 742, 1335)
ad-tag: Best-10 (640, 1338, 671, 1347)
notice-divider (640, 807, 741, 808)
notices-body (636, 47, 745, 2112)
gavel-icon (327, 25, 353, 39)
notice-text: بعدالت جناب 17th سول جج صاحب کراچی غربی۔ مقدمہ نمبر 3288 سال 2025۔ بنام مدعی بخلاف مدعا علیہ۔ بذریعہ اشتہار ہذا مطلع کیا جاتا ہے کہ مورخہ 22 جنوری 2026 کو عدالت میں حاضر ہوں۔ بحکم عدالت جاری کیا گیا۔ (216, 968, 314, 1052)
notice-text: بعدالت جناب 10th سینئر سول جج صاحب کراچی شرقی۔ مقدمہ نمبر 4539 سال 2025۔ اشتہار بنام مدعا علیہان۔ مورخہ 19 جنوری 2026 بوقت 8:30 بجے حاضر عدالت ہوں بصورت دیگر کارروائی یکطرفہ کی جائے گی۔ آج میرے دستخط اور مہر عدالت سے جاری ہوا۔ (216, 47, 314, 152)
notice-divider (216, 964, 313, 965)
notice-text: بعدالت جناب 17th سول جج صاحب کراچی غربی۔ مقدمہ نمبر 3288 سال 2025۔ بنام مدعی بخلاف مدعا علیہ۔ بذریعہ اشتہار ہذا مطلع کیا جاتا ہے کہ مورخہ 22 جنوری 2026 کو عدالت میں حاضر ہوں۔ بحکم عدالت جاری کیا گیا۔ (750, 1187, 956, 1228)
ad-tag: AHA (750, 461, 767, 470)
notice-text: بعدالت جناب فیملی جج صاحب کراچی وسطی۔ فیملی سوٹ نمبر 3750 سال 2025 برائے خلع، نان نفقہ و جہیز۔ بنام مدعیہ بخلاف مدعا علیہ۔ آپ کو بذریعہ اشتہار مطلع کیا جاتا ہے کہ مورخہ 19 جنوری 2026 کو عدالت میں حاضر ہو کر جواب دعویٰ داخل کریں ورنہ یکطرفہ فیصلہ سنا دیا جائے گا۔ (110, 1261, 207, 1366)
notice-text: بعدالت جناب 25th سول جج و جوڈیشل مجسٹریٹ کراچی جنوبی۔ درخواست نمبر 5064 سال 2025۔ بنام درخواست گزار بخلاف مسئول علیہان۔ مورخہ 23 جنوری 2026 بوقت 8:30 بجے صبح عدالت ہذا میں پیش ہوں۔ بحکم عدالت و مہر عدالت آج مورخہ 15 جنوری 2026 کو جاری کیا گیا۔ (110, 591, 208, 696)
section-text: بعدالت جناب سینئر سول جج صاحب کراچی شرقی۔ مقدمہ نمبر 844/2024 بنام درخواست گزار بخلاف مدعا علیہ۔ بذریعہ اشتہار ہذا آپ کو مطلع کیا جاتا ہے کہ مورخہ 19-01-2026 بوقت 8:30 بجے صبح عدالت میں حاضر ہوں بصورت دیگر کارروائی یکطرفہ عمل میں لائی جائے گی۔ بعدالت جناب سینئر سول جج صاحب کراچی شرقی۔ مقدمہ نمبر 844/2024 بنام درخواست گزار بخلاف مدعا علیہ۔ بذریعہ اشتہار ہذا آپ کو مطلع کیا جاتا ہے کہ مورخہ 19-01-2026 بوقت 8:30 بجے صبح عدالت میں حاضر ہوں بصورت دیگر کارروائی یکطرفہ عمل میں لائی جائے گی۔ بعدالت جناب سینئر سول جج صاحب کراچی شرقی۔ مقدمہ نمبر 844/2024 بنام درخواست گزار بخلاف مدعا علیہ۔ بذریعہ اشتہار ہذا آپ کو مطلع کیا جاتا ہے کہ مورخہ 19-01-2026 بوقت 8:30 بجے صبح عدالت میں حاضر ہوں بصورت دیگر کارروائی یکطرفہ عمل میں لائی جائے گی۔ (750, 635, 957, 782)
ad-tag: Best-9 (534, 1087, 560, 1096)
ad-tag: Best-10 (216, 1621, 247, 1630)
notice-divider (216, 1383, 313, 1384)
ad-tag: Best-7 (322, 2155, 348, 2164)
notice-divider (216, 713, 313, 714)
notice-divider (216, 839, 313, 840)
notice-divider (750, 1038, 956, 1039)
